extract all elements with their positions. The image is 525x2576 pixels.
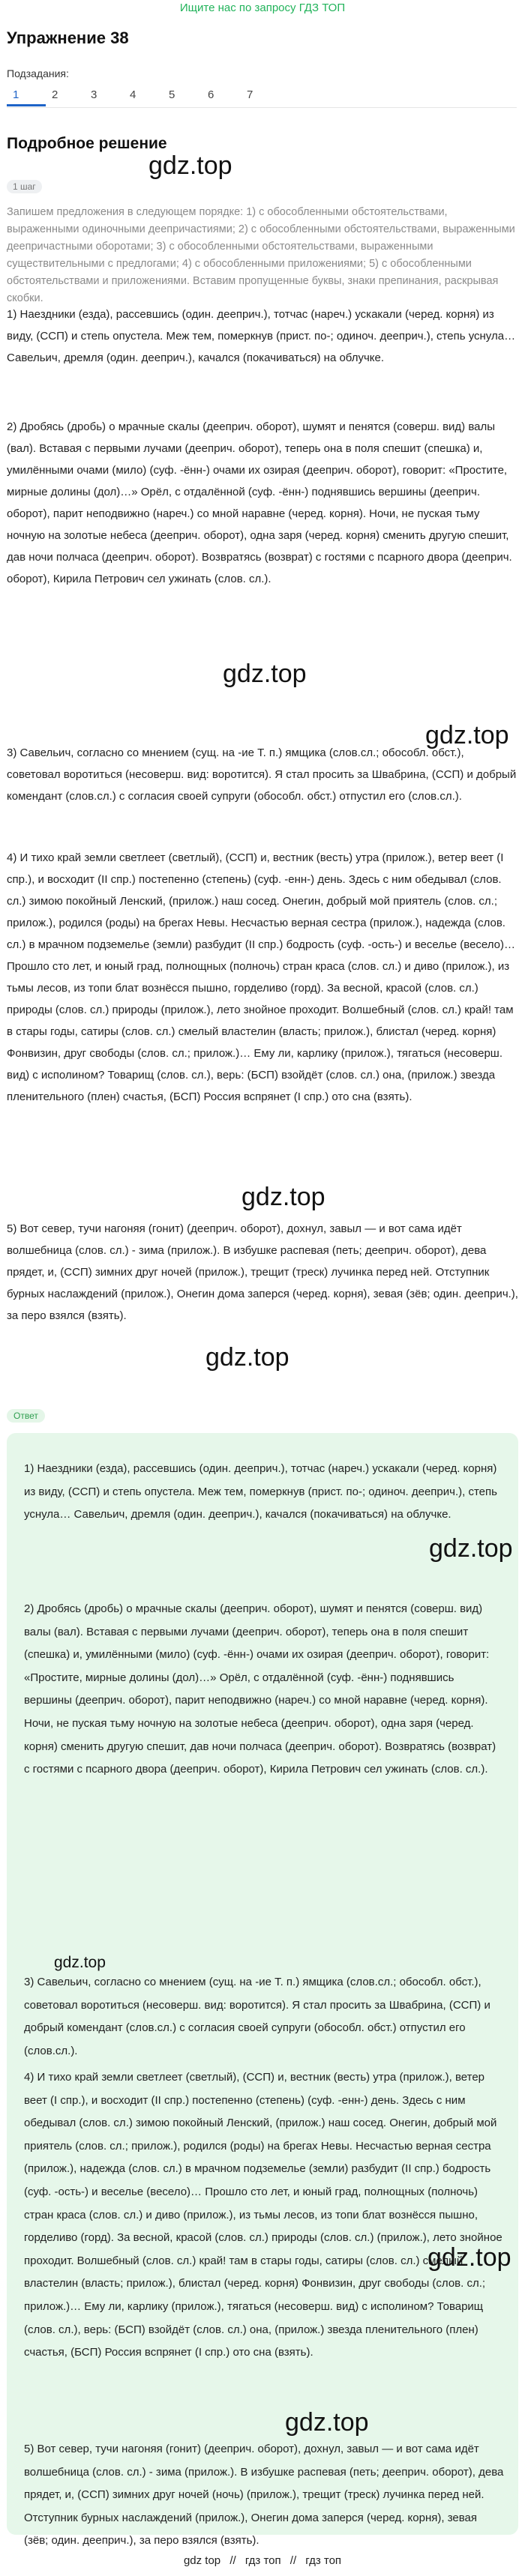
promo-text[interactable]: Ищите нас по запросу ГДЗ ТОП [179,1,346,14]
footer-links [0,2554,525,2567]
tab-5[interactable]: 5 [169,88,176,101]
tab-2[interactable]: 2 [52,88,58,101]
solution-paragraph-3: 3) Савельич, согласно со мнением (сущ. на -ие Т. п.) ямщика (слов.сл.; обособл. обст.), советовал воротиться (несоверш. вид: воротится). Я стал просить за Швабрина, (ССП) и добрый комендант (слов.сл.) с согласия своей супруги (обособл. обст.) отпустил его (слов.сл.). [7,746,517,803]
footer-separator: // [290,2554,297,2567]
watermark: gdz.top [148,151,232,180]
watermark: gdz.top [285,2408,369,2437]
watermark: gdz.top [242,1183,326,1211]
tab-4[interactable]: 4 [130,88,136,101]
tab-3[interactable]: 3 [91,88,98,101]
footer-link-2[interactable]: гдз топ [244,2554,281,2567]
answer-paragraph-2: 2) Дробясь (дробь) о мрачные скалы (дееприч. оборот), шумят и пенятся (соверш. вид) валы (вал). Вставая с первыми лучами (дееприч. оборот), теперь она в поля спешит (спешка) и, умилёнными (мило) (суф. -ённ-) очами их озирая (дееприч. оборот), говорит: «Простите, мирные долины (дол)…» Орёл, с отдалённой (суф. -ённ-) поднявшись вершины (дееприч. оборот), парит неподвижно (нареч.) со мной наравне (черед. корня). Ночи, не пуская тьму ночную на золотые небеса (дееприч. оборот), одна заря (черед. корня) сменить другую спешит, дав ночи полчаса (дееприч. оборот). Возвратясь (возврат) с гостями с псарного двора (дееприч. оборот), Кирила Петрович сел ужинать (слов. сл.). [24,1602,496,1776]
page-title: Упражнение 38 [7,28,129,47]
promo-bar [0,0,525,18]
tab-7[interactable]: 7 [247,88,254,101]
solution-paragraph-5: 5) Вот север, тучи нагоняя (гонит) (дееприч. оборот), дохнул, завыл — и вот сама идёт волшебница (слов. сл.) - зима (прилож.). В избушке распевая (петь; дееприч. оборот), дева прядет, и, (ССП) зимних друг ночей (прилож.), трещит (треск) лучинка перед ней. Отступник бурных наслаждений (прилож.), Онегин дома заперся (черед. корня), зевая (зёв; один. дееприч.), за перо взялся (взять). [7,1222,518,1322]
answer-paragraph-4: 4) И тихо край земли светлеет (светлый), (ССП) и, вестник (весть) утра (прилож.), ветер веет (I спр.), и восходит (II спр.) постепенно (степень) (суф. -енн-) день. Здесь с ним обедывал (слов. сл.) зимою покойный Ленский, (прилож.) наш сосед. Онегин, добрый мой приятель (слов. сл.; прилож.), родился (роды) на брегах Невы. Несчастью верная сестра (прилож.), надежда (слов. сл.) в мрачном подземелье (земли) разбудит (II спр.) бодрость (суф. -ость-) и веселье (весело)… Прошло сто лет, и юный град, полнощных (полночь) стран краса (слов. сл.) и диво (прилож.), из тьмы лесов, из топи блат вознёсся пышно, горделиво (горд). За весной, красой (слов. сл.) природы (слов. сл.) (прилож.), лето знойное проходит. Волшебный (слов. сл.) край! там в стары годы, сатиры (слов. сл.) смелый властелин (власть; прилож.), блистал (черед. корня) Фонвизин, друг свободы (слов. сл.; прилож.)… Ему ли, карлику (прилож.), тягаться (несоверш. вид) с исполином? Товарищ (слов. сл.), верь: (БСП) взойдёт (слов. сл.) она, (прилож.) звезда пленительного (плен) счастья, (БСП) Россия вспрянет (I спр.) ото сна (взять). [24,2071,502,2359]
answer-paragraph-1: 1) Наездники (езда), рассевшись (один. дееприч.), тотчас (нареч.) ускакали (черед. корня) из виду, (ССП) и степь опустела. Меж тем, померкнув (прист. по-; одиноч. дееприч.), степь уснула… Савельич, дремля (один. дееприч.), качался (покачиваться) на облучке. [24,1462,497,1521]
watermark: gdz.top [428,2243,512,2272]
task-statement: Запишем предложения в следующем порядке: 1) с обособленными обстоятельствами, выраженными одиночными деепричастиями; 2) с обособленными обстоятельствами, выраженными деепричастными оборотами; 3) с обособленными обстоятельствами, выраженными существительными с предлогами; 4) с обособленными приложениями; 5) с обособленными обстоятельствами и приложениями. Вставим пропущенные буквы, знаки препинания, раскрывая скобки. [7,206,515,304]
step-badge: 1 шаг [7,180,42,193]
subtasks-label: Подзадания: [7,67,69,79]
subtask-tabs [7,87,280,106]
answer-paragraph-5: 5) Вот север, тучи нагоняя (гонит) (дееприч. оборот), дохнул, завыл — и вот сама идёт волшебница (слов. сл.) - зима (прилож.). В избушке распевая (петь; дееприч. оборот), дева прядет, и, (ССП) зимних друг ночей (ночь) (прилож.), трещит (треск) лучинка перед ней. Отступник бурных наслаждений (прилож.), Онегин дома заперся (черед. корня), зевая (зёв; один. дееприч.), за перо взялся (взять). [24,2443,504,2548]
tab-6[interactable]: 6 [208,88,214,101]
solution-paragraph-2: 2) Дробясь (дробь) о мрачные скалы (дееприч. оборот), шумят и пенятся (соверш. вид) валы (вал). Вставая с первыми лучами (дееприч. оборот), теперь она в поля спешит (спешка) и, умилёнными очами (мило) (суф. -ённ-) очами их озирая (дееприч. оборот), говорит: «Простите, мирные долины (дол)…» Орёл, с отдалённой (суф. -ённ-) поднявшись вершины (дееприч. оборот), парит неподвижно (нареч.) со мной наравне (черед. корня). Ночи, не пуская тьму ночную на золотые небеса (дееприч. оборот), одна заря (черед. корня) сменить другую спешит, дав ночи полчаса (дееприч. оборот). Возвратясь (возврат) с гостями с псарного двора (дееприч. оборот), Кирила Петрович сел ужинать (слов. сл.). [7,420,512,585]
tab-1[interactable]: 1 [7,87,46,106]
tabs-divider [7,107,517,108]
footer-link-3[interactable]: гдз топ [305,2554,342,2567]
footer-link-1[interactable]: gdz top [183,2554,221,2567]
solution-paragraph-4: 4) И тихо край земли светлеет (светлый), (ССП) и, вестник (весть) утра (прилож.), ветер веет (I спр.), и восходит (II спр.) постепенно (степень) (суф. -енн-) день. Здесь с ним обедывал (слов. сл.) зимою покойный Ленский, (прилож.) наш сосед. Онегин, добрый мой приятель (слов. сл.; прилож.), родился (роды) на брегах Невы. Несчастью верная сестра (прилож.), надежда (слов. сл.) в мрачном подземелье (земли) разбудит (II спр.) бодрость (суф. -ость-) и веселье (весело)… Прошло сто лет, и юный град, полнощных (полночь) стран краса (слов. сл.) и диво (прилож.), из тьмы лесов, из топи блат вознёсся пышно, горделиво (горд). За весной, красой (слов. сл.) природы (слов. сл.) природы (прилож.), лето знойное проходит. Волшебный (слов. сл.) край! там в стары годы, сатиры (слов. сл.) смелый властелин (власть; прилож.), блистал (черед. корня) Фонвизин, друг свободы (слов. сл.; прилож.)… Ему ли, карлику (прилож.), тягаться (несоверш. вид) с исполином? Товарищ (слов. сл.), верь: (БСП) взойдёт (слов. сл.) она, (прилож.) звезда пленительного (плен) счастья, (БСП) Россия вспрянет (I спр.) ото сна (взять). [7,851,516,1103]
watermark: gdz.top [206,1343,290,1372]
solution-paragraph-1: 1) Наездники (езда), рассевшись (один. дееприч.), тотчас (нареч.) ускакали (черед. корня) из виду, (ССП) и степь опустела. Меж тем, померкнув (прист. по-; одиноч. дееприч.), степь уснула… Савельич, дремля (один. дееприч.), качался (покачиваться) на облучке. [7,308,516,364]
watermark: gdz.top [54,1954,106,1971]
watermark: gdz.top [425,721,509,749]
solution-title: Подробное решение [7,135,167,152]
answer-badge: Ответ [7,1409,45,1423]
answer-paragraph-3: 3) Савельич, согласно со мнением (сущ. на -ие Т. п.) ямщика (слов.сл.; обособл. обст.), советовал воротиться (несоверш. вид: воротится). Я стал просить за Швабрина, (ССП) и добрый комендант (слов.сл.) с согласия своей супруги (обособл. обст.) отпустил его (слов.сл.). [24,1976,490,2057]
watermark: gdz.top [429,1534,513,1563]
footer-separator: // [230,2554,236,2567]
watermark: gdz.top [223,660,307,688]
